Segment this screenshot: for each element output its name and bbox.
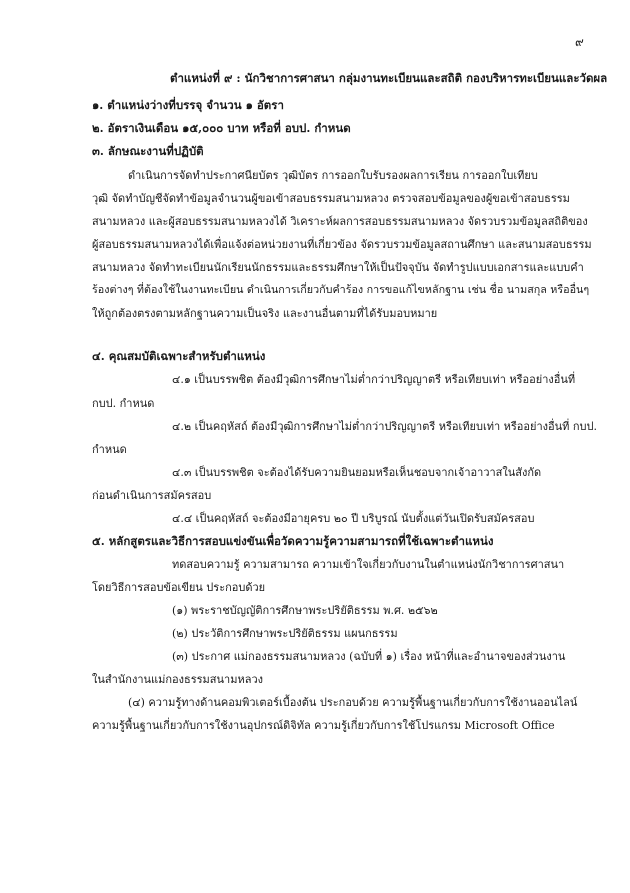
section-5-line: (๓) ประกาศ แม่กองธรรมสนามหลวง (ฉบับที่ ๑) เรื่อง หน้าที่และอำนาจของส่วนงาน bbox=[172, 650, 566, 663]
section-3-line: ผู้สอบธรรมสนามหลวงได้เพื่อแจ้งต่อหน่วยงานที่เกี่ยวข้อง จัดรวบรวมข้อมูลสถานศึกษา และสนามสอบธรรม bbox=[92, 238, 592, 251]
section-4-line: ๔.๑ เป็นบรรพชิต ต้องมีวุฒิการศึกษาไม่ต่ำกว่าปริญญาตรี หรือเทียบเท่า หรืออย่างอื่นที่ bbox=[172, 373, 576, 386]
section-4-line: ๔.๒ เป็นคฤหัสถ์ ต้องมีวุฒิการศึกษาไม่ต่ำกว่าปริญญาตรี หรือเทียบเท่า หรืออย่างอื่นที่ กบป. bbox=[172, 420, 597, 433]
section-3-line: วุฒิ จัดทำบัญชีจัดทำข้อมูลจำนวนผู้ขอเข้าสอบธรรมสนามหลวง ตรวจสอบข้อมูลของผู้ขอเข้าสอบธรรม bbox=[92, 192, 570, 205]
section-3-line: สนามหลวง และผู้สอบธรรมสนามหลวงได้ วิเคราะห์ผลการสอบธรรมสนามหลวง จัดรวบรวมข้อมูลสถิติของ bbox=[92, 215, 588, 228]
section-4-line: กำหนด bbox=[92, 443, 127, 456]
section-5-line: ทดสอบความรู้ ความสามารถ ความเข้าใจเกี่ยวกับงานในตำแหน่งนักวิชาการศาสนา bbox=[172, 558, 565, 571]
page-number: ๙ bbox=[575, 35, 584, 49]
section-5-line: โดยวิธีการสอบข้อเขียน ประกอบด้วย bbox=[92, 581, 266, 594]
section-3-line: ให้ถูกต้องตรงตามหลักฐานความเป็นจริง และงานอื่นตามที่ได้รับมอบหมาย bbox=[92, 307, 438, 320]
section-5-line: (๑) พระราชบัญญัติการศึกษาพระปริยัติธรรม พ.ศ. ๒๕๖๒ bbox=[172, 604, 438, 617]
section-4-line: ๔.๔ เป็นคฤหัสถ์ จะต้องมีอายุครบ ๒๐ ปี บริบูรณ์ นับตั้งแต่วันเปิดรับสมัครสอบ bbox=[172, 512, 535, 525]
section-3-line: สนามหลวง จัดทำทะเบียนนักเรียนนักธรรมและธรรมศึกษาให้เป็นปัจจุบัน จัดทำรูปแบบเอกสารและแบบคำ bbox=[92, 261, 584, 274]
section-5-line: ความรู้พื้นฐานเกี่ยวกับการใช้งานอุปกรณ์ดิจิทัล ความรู้เกี่ยวกับการใช้โปรแกรม Microsoft Office bbox=[92, 719, 555, 732]
section-2-salary: ๒. อัตราเงินเดือน ๑๕,๐๐๐ บาท หรือที่ อบป. กำหนด bbox=[92, 121, 351, 135]
section-4-title: ๔. คุณสมบัติเฉพาะสำหรับตำแหน่ง bbox=[92, 349, 266, 363]
section-4-line: ก่อนดำเนินการสมัครสอบ bbox=[92, 489, 212, 502]
section-3-line: ร้องต่างๆ ที่ต้องใช้ในงานทะเบียน ดำเนินการเกี่ยวกับคำร้อง การขอแก้ไขหลักฐาน เช่น ชื่อ นามสกุล หรืออื่นๆ bbox=[92, 283, 590, 296]
section-1-vacancy: ๑. ตำแหน่งว่างที่บรรจุ จำนวน ๑ อัตรา bbox=[92, 98, 284, 112]
section-5-line: (๔) ความรู้ทางด้านคอมพิวเตอร์เบื้องต้น ประกอบด้วย ความรู้พื้นฐานเกี่ยวกับการใช้งานออนไลน์ bbox=[128, 696, 578, 709]
section-5-line: (๒) ประวัติการศึกษาพระปริยัติธรรม แผนกธรรม bbox=[172, 627, 398, 640]
section-4-line: กบป. กำหนด bbox=[92, 397, 155, 410]
section-5-title: ๕. หลักสูตรและวิธีการสอบแข่งขันเพื่อวัดความรู้ความสามารถที่ใช้เฉพาะตำแหน่ง bbox=[92, 534, 494, 548]
section-3-line: ดำเนินการจัดทำประกาศนียบัตร วุฒิบัตร การออกใบรับรองผลการเรียน การออกใบเทียบ bbox=[128, 169, 538, 182]
section-3-title: ๓. ลักษณะงานที่ปฏิบัติ bbox=[92, 144, 204, 158]
position-heading: ตำแหน่งที่ ๙ : นักวิชาการศาสนา กลุ่มงานทะเบียนและสถิติ กองบริหารทะเบียนและวัดผล bbox=[170, 71, 608, 85]
section-5-line: ในสำนักงานแม่กองธรรมสนามหลวง bbox=[92, 673, 263, 686]
section-4-line: ๔.๓ เป็นบรรพชิต จะต้องได้รับความยินยอมหรือเห็นชอบจากเจ้าอาวาสในสังกัด bbox=[172, 466, 542, 479]
